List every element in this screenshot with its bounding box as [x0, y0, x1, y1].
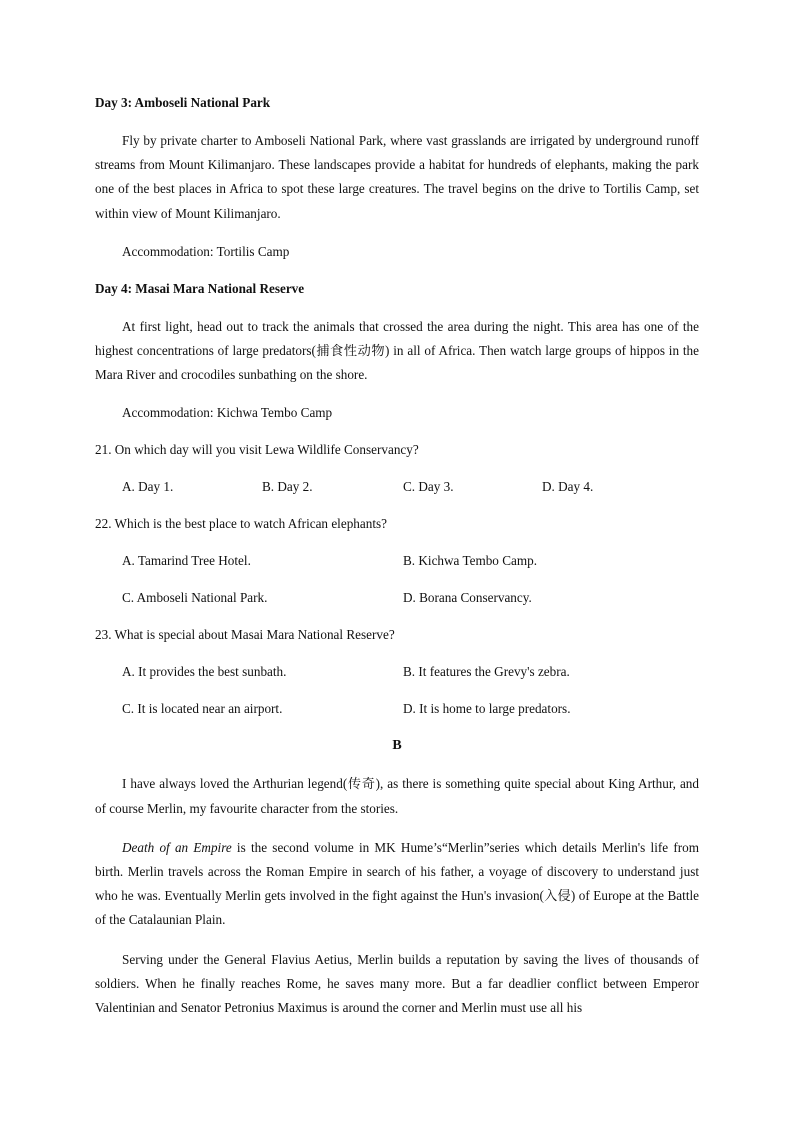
- day3-heading: Day 3: Amboseli National Park: [95, 95, 271, 110]
- document-page: [95, 92, 699, 1020]
- day4-heading: Day 4: Masai Mara National Reserve: [95, 280, 305, 296]
- option-21-c: C. Day 3.: [403, 479, 454, 495]
- question-23-options-row2: [95, 698, 699, 720]
- day4-paragraph: At first light, head out to track the animals that crossed the area during the night. This area has one of the highest concentrations of large predators(捕食性动物) in all of Africa. Then watch large groups of hippos in the Mara River and crocodiles sunbathing on the shore.: [95, 318, 699, 383]
- option-22-a: A. Tamarind Tree Hotel.: [122, 553, 251, 569]
- section-b-paragraph-1: I have always loved the Arthurian legend(传奇), as there is something quite special about King Arthur, and of course Merlin, my favourite character from the stories.: [95, 776, 699, 816]
- day3-paragraph: Fly by private charter to Amboseli National Park, where vast grasslands are irrigated by underground runoff streams from Mount Kilimanjaro. These landscapes provide a habitat for hundreds of elephants, making the park one of the best places in Africa to spot these large creatures. The travel begins on the drive to Tortilis Camp, set within view of Mount Kilimanjaro.: [95, 133, 699, 221]
- section-b-label: B: [392, 738, 402, 754]
- section-b-paragraph-2: [95, 836, 699, 933]
- question-23-options-row1: [95, 661, 699, 683]
- option-23-c: C. It is located near an airport.: [122, 701, 283, 717]
- section-b-paragraph-3: Serving under the General Flavius Aetius, Merlin builds a reputation by saving the lives of thousands of soldiers. When he finally reaches Rome, he saves many more. But a far deadlier conflict between Emperor Valentinian and Senator Petronius Maximus is around the corner and Merlin must use all his: [95, 951, 699, 1016]
- option-23-a: A. It provides the best sunbath.: [122, 664, 287, 680]
- option-21-a: A. Day 1.: [122, 479, 174, 495]
- question-21: 21. On which day will you visit Lewa Wildlife Conservancy?: [95, 442, 419, 458]
- question-22: 22. Which is the best place to watch African elephants?: [95, 516, 387, 532]
- question-21-options: [95, 476, 699, 498]
- option-23-d: D. It is home to large predators.: [403, 701, 571, 717]
- question-22-options-row2: [95, 587, 699, 609]
- option-21-d: D. Day 4.: [542, 479, 594, 495]
- book-title: Death of an Empire: [122, 839, 232, 855]
- day4-accommodation: Accommodation: Kichwa Tembo Camp: [122, 405, 333, 421]
- section-b-paragraph-2-text: is the second volume in MK Hume’s“Merlin”series which details Merlin's life from birth. Merlin travels across the Roman Empire in search of his father, a voyage of discovery to understand just who he was. Eventually Merlin gets involved in the fight against the Hun's invasion(入侵) of Europe at the Battle of the Catalaunian Plain.: [95, 839, 699, 928]
- option-23-b: B. It features the Grevy's zebra.: [403, 664, 570, 680]
- question-23: 23. What is special about Masai Mara National Reserve?: [95, 627, 395, 643]
- option-22-d: D. Borana Conservancy.: [403, 590, 532, 606]
- option-21-b: B. Day 2.: [262, 479, 313, 495]
- question-22-options-row1: [95, 550, 699, 572]
- option-22-c: C. Amboseli National Park.: [122, 590, 268, 606]
- day3-accommodation: Accommodation: Tortilis Camp: [122, 243, 290, 259]
- option-22-b: B. Kichwa Tembo Camp.: [403, 553, 537, 569]
